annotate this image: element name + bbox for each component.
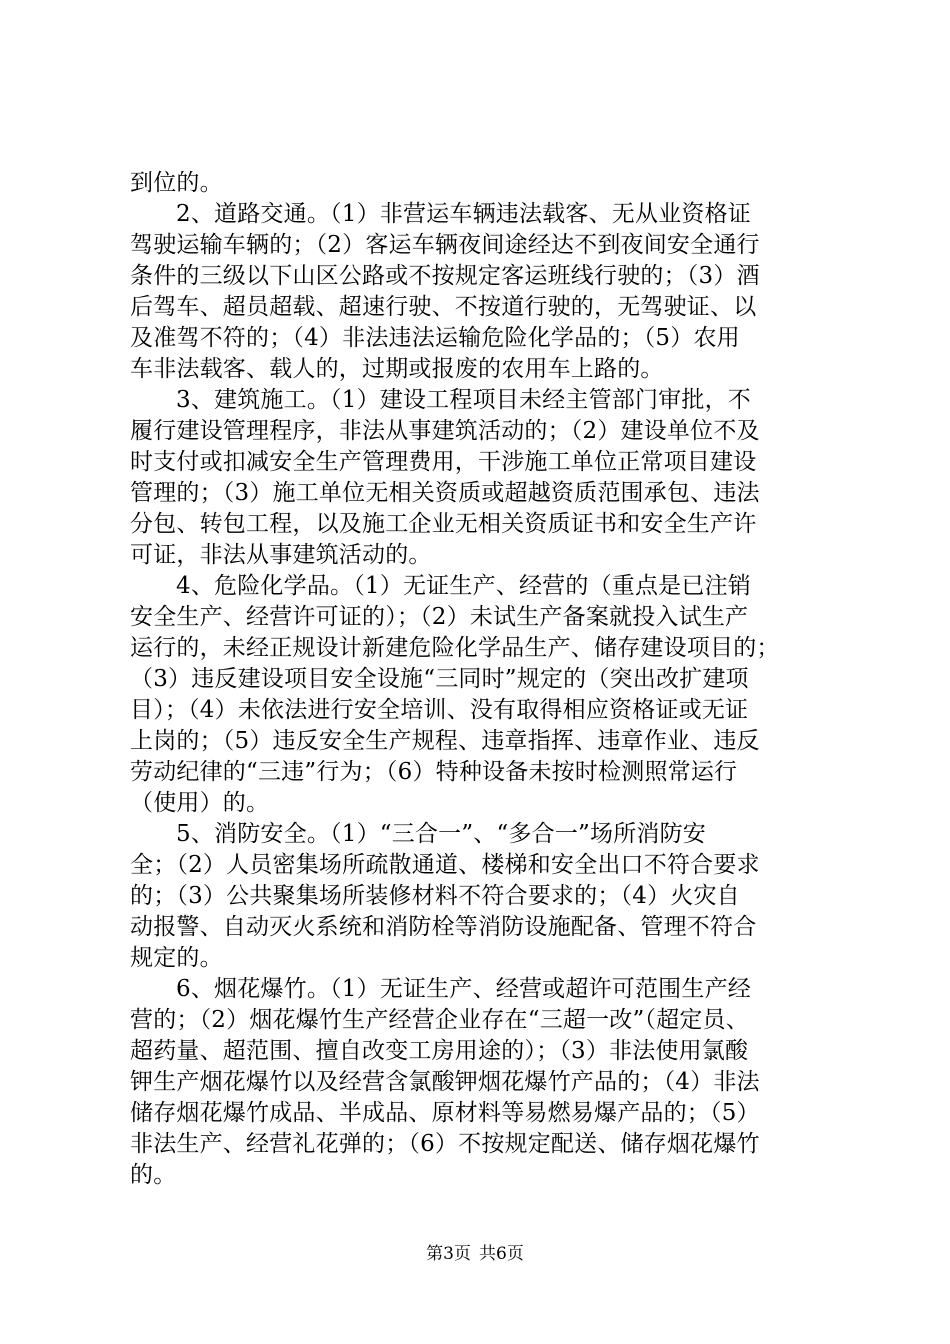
document-body (130, 168, 830, 1191)
page-total: 共6页 (479, 1244, 524, 1264)
text-line: 2、道路交通。（1）非营运车辆违法载客、无从业资格证 (176, 201, 751, 227)
text-line: 钾生产烟花爆竹以及经营含氯酸钾烟花爆竹产品的；（4）非法 (130, 1069, 760, 1095)
text-line: 储存烟花爆竹成品、半成品、原材料等易燃易爆产品的；（5） (130, 1100, 760, 1126)
text-line: 劳动纪律的“三违”行为；（6）特种设备未按时检测照常运行 (130, 759, 738, 785)
text-line: 的；（3）公共聚集场所装修材料不符合要求的；（4）火灾自 (130, 883, 740, 909)
text-line: 到位的。 (130, 170, 223, 196)
page-footer (0, 1244, 950, 1264)
text-line: 动报警、自动灭火系统和消防栓等消防设施配备、管理不符合 (130, 914, 757, 940)
text-line: 的。 (130, 1162, 177, 1188)
text-line: 驾驶运输车辆的；（2）客运车辆夜间途经达不到夜间安全通行 (130, 232, 760, 258)
text-line: 营的；（2）烟花爆竹生产经营企业存在“三超一改”（超定员、 (130, 1007, 749, 1033)
text-line: 全；（2）人员密集场所疏散通道、楼梯和安全出口不符合要求 (130, 852, 760, 878)
text-line: 运行的，未经正规设计新建危险化学品生产、储存建设项目的； (130, 635, 780, 661)
text-line: 后驾车、超员超载、超速行驶、不按道行驶的，无驾驶证、以 (130, 294, 757, 320)
text-line: 安全生产、经营许可证的）；（2）未试生产备案就投入试生产 (130, 604, 749, 630)
text-line: 车非法载客、载人的，过期或报废的农用车上路的。 (130, 356, 664, 382)
text-line: 分包、转包工程，以及施工企业无相关资质证书和安全生产许 (130, 511, 757, 537)
text-line: 可证，非法从事建筑活动的。 (130, 542, 432, 568)
text-line: （3）违反建设项目安全设施“三同时”规定的（突出改扩建项 (130, 666, 749, 692)
text-line: 非法生产、经营礼花弹的；（6）不按规定配送、储存烟花爆竹 (130, 1131, 760, 1157)
text-line: 及准驾不符的；（4）非法违法运输危险化学品的；（5）农用 (130, 325, 740, 351)
text-line: 5、消防安全。（1）“三合一”、“多合一”场所消防安 (176, 821, 706, 847)
text-line: 4、危险化学品。（1）无证生产、经营的（重点是已注销 (176, 573, 751, 599)
text-line: 目）；（4）未依法进行安全培训、没有取得相应资格证或无证 (130, 697, 749, 723)
text-line: （使用）的。 (130, 790, 270, 816)
text-line: 3、建筑施工。（1）建设工程项目未经主管部门审批，不 (176, 387, 751, 413)
text-line: 时支付或扣减安全生产管理费用，干涉施工单位正常项目建设 (130, 449, 757, 475)
text-line: 超药量、超范围、擅自改变工房用途的）；（3）非法使用氯酸 (130, 1038, 749, 1064)
text-line: 上岗的；（5）违反安全生产规程、违章指挥、违章作业、违反 (130, 728, 760, 754)
text-line: 条件的三级以下山区公路或不按规定客运班线行驶的；（3）酒 (130, 263, 760, 289)
text-line: 6、烟花爆竹。（1）无证生产、经营或超许可范围生产经 (176, 976, 751, 1002)
text-line: 履行建设管理程序，非法从事建筑活动的；（2）建设单位不及 (130, 418, 760, 444)
text-line: 管理的；（3）施工单位无相关资质或超越资质范围承包、违法 (130, 480, 760, 506)
text-line: 规定的。 (130, 945, 223, 971)
page-number: 第3页 (426, 1244, 471, 1264)
